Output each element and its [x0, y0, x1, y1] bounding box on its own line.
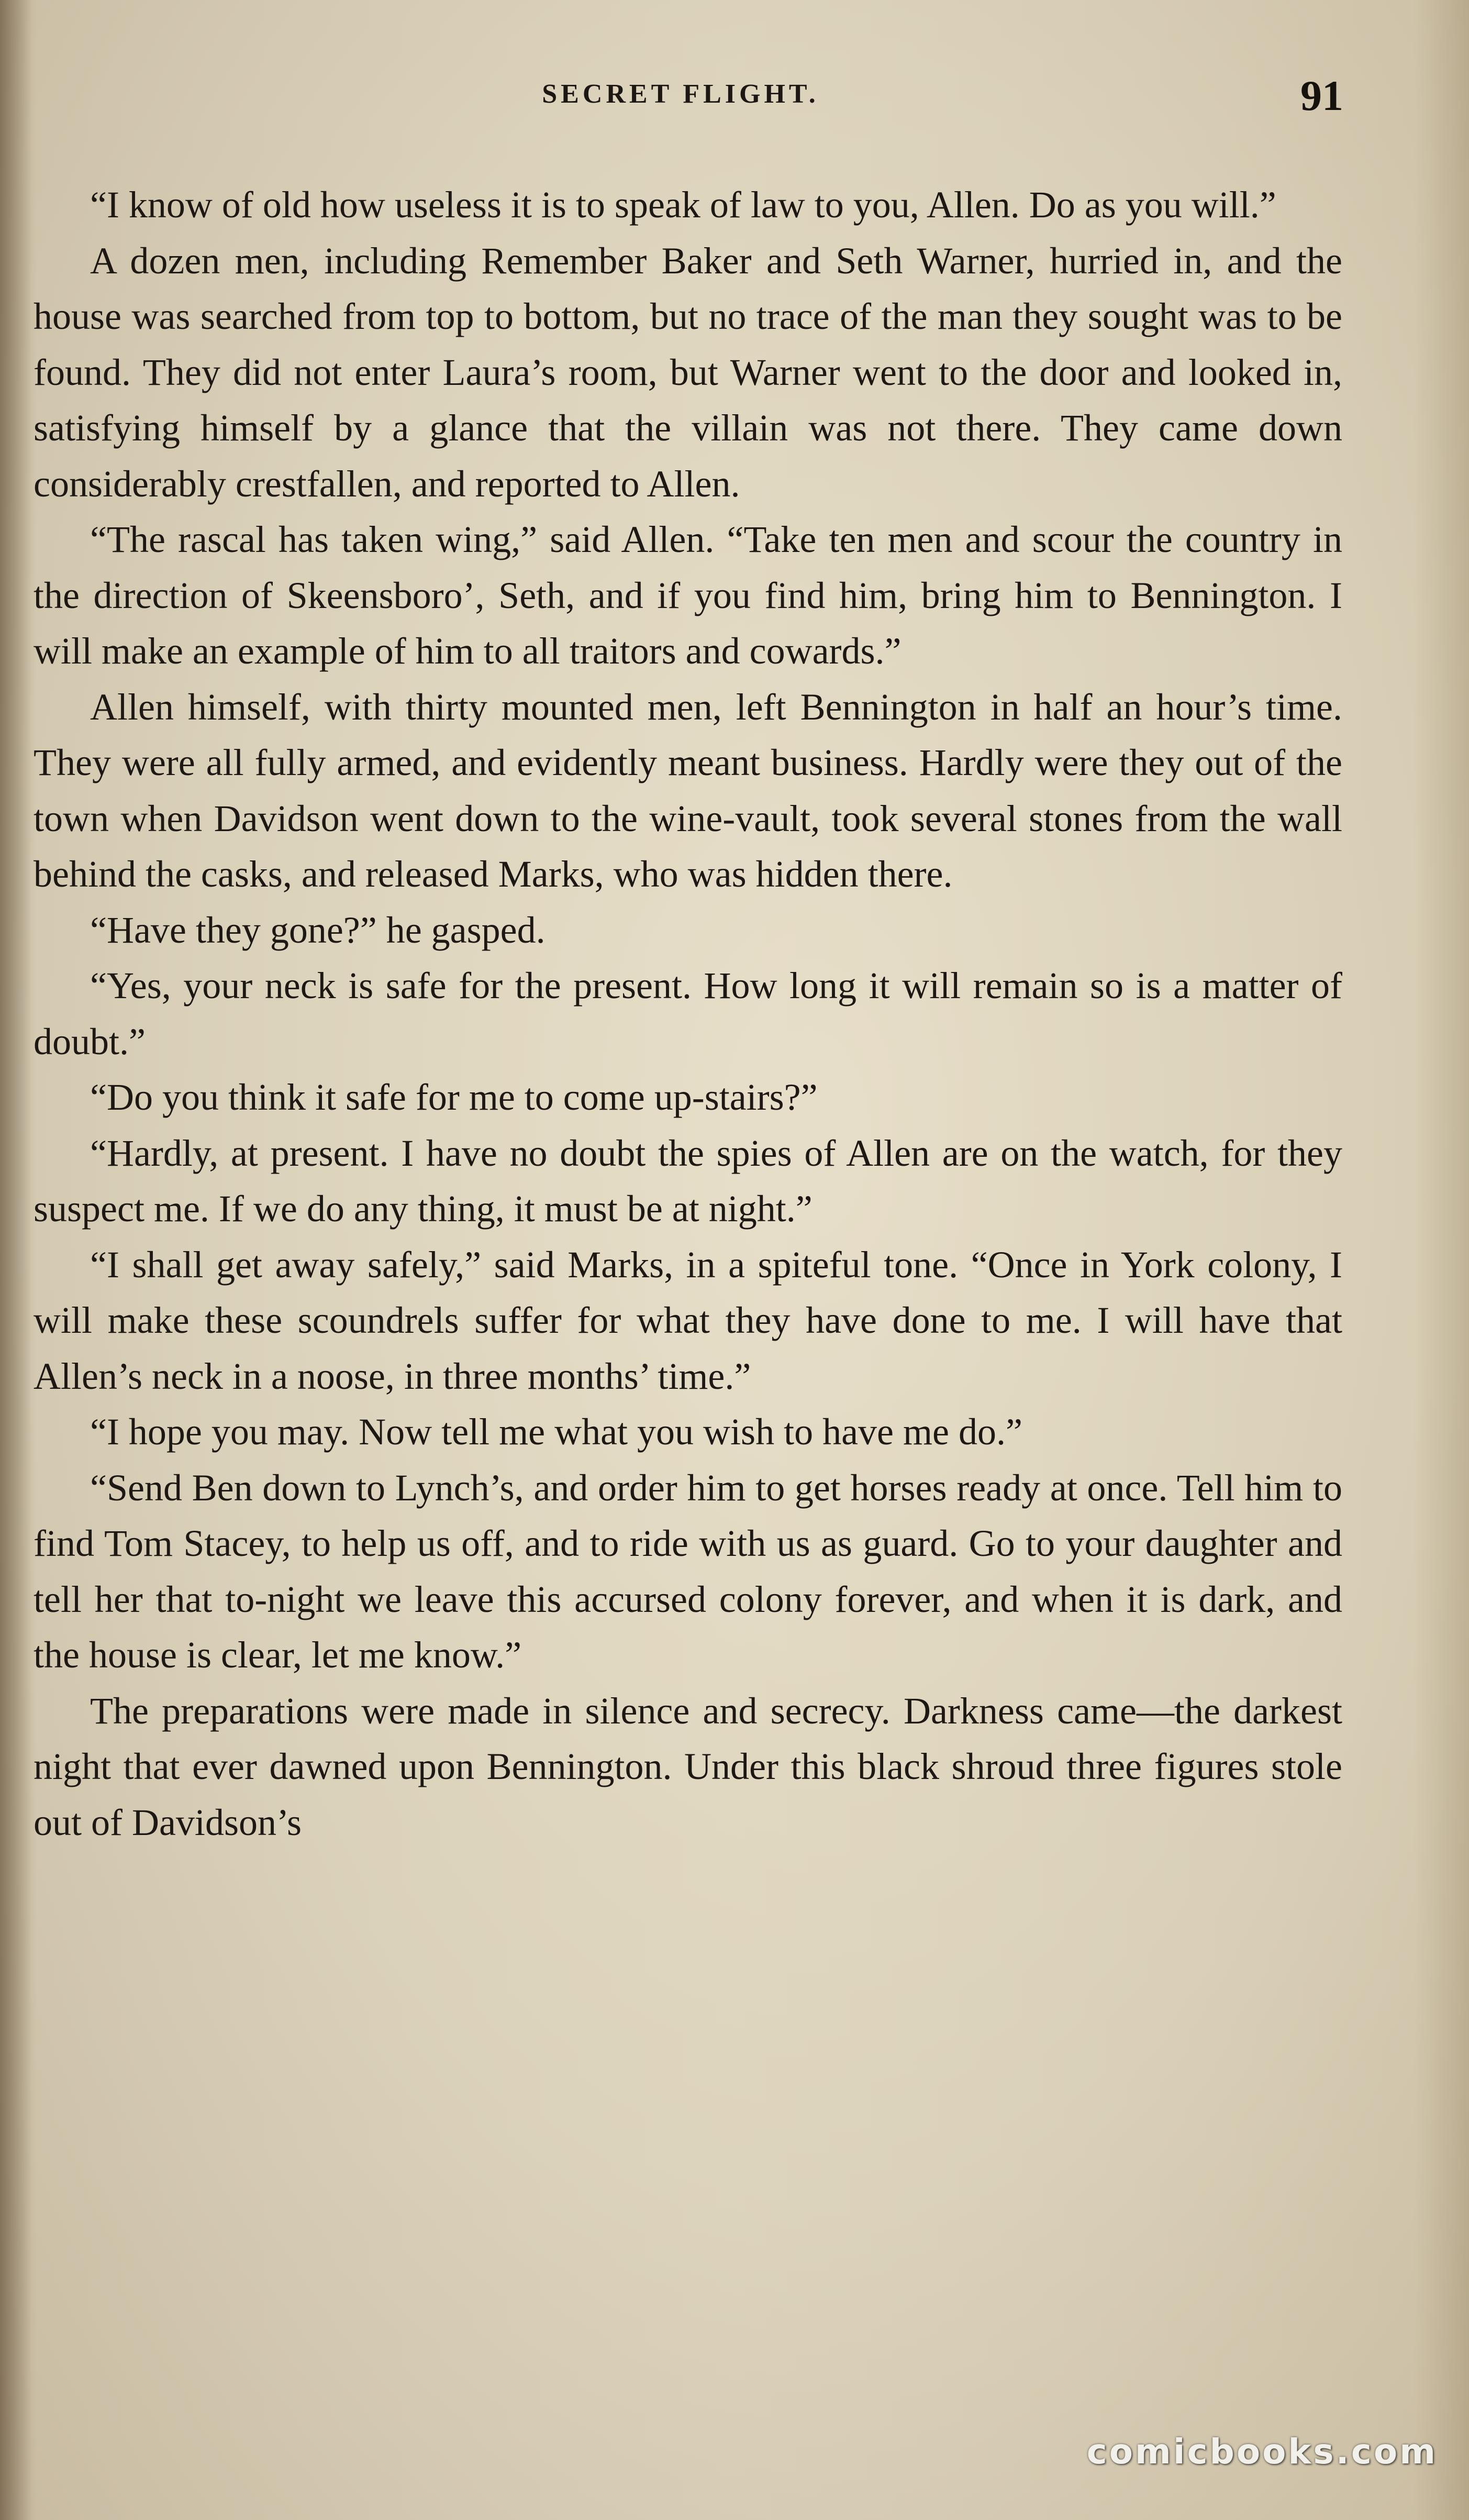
body-text [34, 177, 1342, 1850]
paragraph: “I hope you may. Now tell me what you wish to have me do.” [90, 1411, 1022, 1453]
paragraph: “The rascal has taken wing,” said Allen. “Take ten men and scour the country in the direction of Skeensboro’, Seth, and if you find him, bring him to Bennington. I will make an example of him to all traitors and cowards.” [34, 518, 1342, 672]
paragraph: Allen himself, with thirty mounted men, left Bennington in half an hour’s time. They were all fully armed, and evidently meant business. Hardly were they out of the town when Davidson went down to the wine-vault, took several stones from the wall behind the casks, and released Marks, who was hidden there. [34, 686, 1342, 895]
paragraph: “Send Ben down to Lynch’s, and order him to get horses ready at once. Tell him to find Tom Stacey, to help us off, and to ride with us as guard. Go to your daughter and tell her that to-night we leave this accursed colony forever, and when it is dark, and the house is clear, let me know.” [34, 1466, 1342, 1676]
paragraph: “I shall get away safely,” said Marks, in a spiteful tone. “Once in York colony, I will make these scoundrels suffer for what they have done to me. I will have that Allen’s neck in a noose, in three months’ time.” [34, 1243, 1342, 1397]
paragraph: “Do you think it safe for me to come up-stairs?” [90, 1076, 818, 1118]
page-number: 91 [1300, 72, 1343, 119]
paragraph: The preparations were made in silence and secrecy. Darkness came—the darkest night that ever dawned upon Bennington. Under this black shroud three figures stole out of Davidson’s [34, 1689, 1342, 1843]
running-title: SECRET FLIGHT. [542, 79, 819, 109]
paragraph: A dozen men, including Remember Baker and Seth Warner, hurried in, and the house was searched from top to bottom, but no trace of the man they sought was to be found. They did not enter Laura’s room, but Warner went to the door and looked in, satisfying himself by a glance that the villain was not there. They came down considerably crestfallen, and reported to Allen. [34, 239, 1342, 505]
running-head [0, 72, 1469, 126]
paragraph: “I know of old how useless it is to speak of law to you, Allen. Do as you will.” [90, 184, 1276, 226]
gutter-shadow [0, 0, 31, 2520]
watermark: comicbooks.com [1086, 2431, 1438, 2472]
paragraph: “Have they gone?” he gasped. [90, 909, 546, 951]
paragraph: “Hardly, at present. I have no doubt the spies of Allen are on the watch, for they suspect me. If we do any thing, it must be at night.” [34, 1132, 1342, 1230]
paragraph: “Yes, your neck is safe for the present. How long it will remain so is a matter of doubt.” [34, 965, 1342, 1063]
